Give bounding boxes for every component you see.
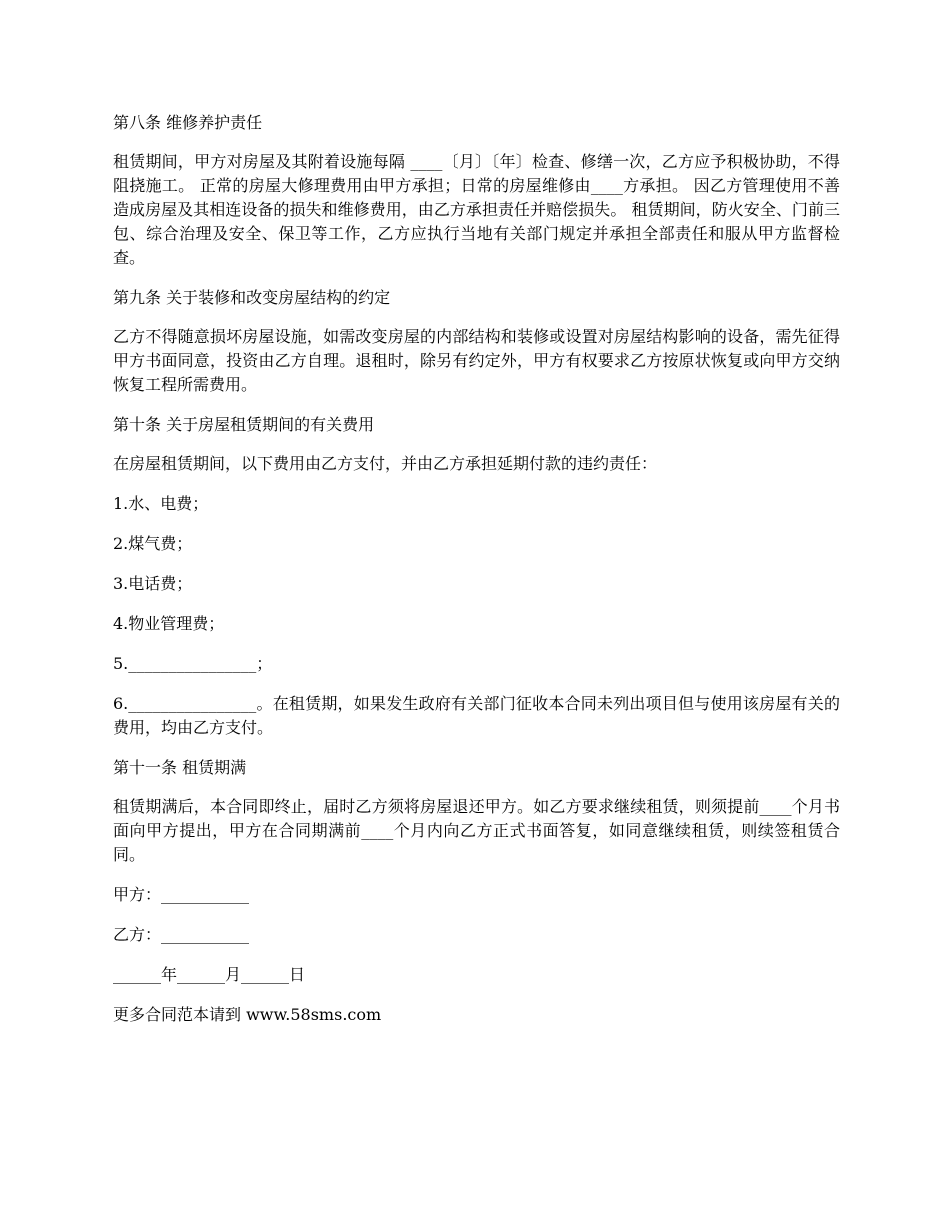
footer-note: 更多合同范本请到 www.58sms.com: [113, 1005, 382, 1024]
fee-item-1: 1.水、电费；: [113, 494, 209, 513]
date-line: ______年______月______日: [113, 965, 306, 984]
article-10-title: 第十条 关于房屋租赁期间的有关费用: [113, 415, 375, 434]
article-10-intro: 在房屋租赁期间，以下费用由乙方支付，并由乙方承担延期付款的违约责任：: [113, 454, 658, 473]
article-8-title: 第八条 维修养护责任: [113, 113, 263, 132]
article-11-body: 租赁期满后，本合同即终止，届时乙方须将房屋退还甲方。如乙方要求继续租赁，则须提前____个月书面向甲方提出，甲方在合同期满前____个月内向乙方正式书面答复，如同意继续租赁，则续签租赁合同。: [113, 797, 840, 864]
article-9-body: 乙方不得随意损坏房屋设施，如需改变房屋的内部结构和装修或设置对房屋结构影响的设备，需先征得甲方书面同意，投资由乙方自理。退租时，除另有约定外，甲方有权要求乙方按原状恢复或向甲方交纳恢复工程所需费用。: [113, 327, 840, 394]
fee-item-2: 2.煤气费；: [113, 534, 193, 553]
document-body: [113, 111, 840, 1043]
article-9-title: 第九条 关于装修和改变房屋结构的约定: [113, 288, 391, 307]
fee-item-5: 5.________________；: [113, 654, 273, 673]
party-a-signature-line: 甲方：___________: [113, 885, 250, 904]
fee-item-4: 4.物业管理费；: [113, 614, 225, 633]
article-8-body: 租赁期间，甲方对房屋及其附着设施每隔 ____〔月〕〔年〕检查、修缮一次，乙方应予积极协助，不得阻挠施工。 正常的房屋大修理费用由甲方承担；日常的房屋维修由____方承担。 因乙方管理使用不善造成房屋及其相连设备的损失和维修费用，由乙方承担责任并赔偿损失。 租赁期间，防火安全、门前三包、综合治理及安全、保卫等工作，乙方应执行当地有关部门规定并承担全部责任和服从甲方监督检查。: [113, 152, 840, 267]
fee-item-3: 3.电话费；: [113, 574, 193, 593]
party-b-signature-line: 乙方：___________: [113, 925, 250, 944]
article-11-title: 第十一条 租赁期满: [113, 758, 247, 777]
fee-item-6: 6.________________。在租赁期，如果发生政府有关部门征收本合同未列出项目但与使用该房屋有关的费用，均由乙方支付。: [113, 694, 840, 737]
